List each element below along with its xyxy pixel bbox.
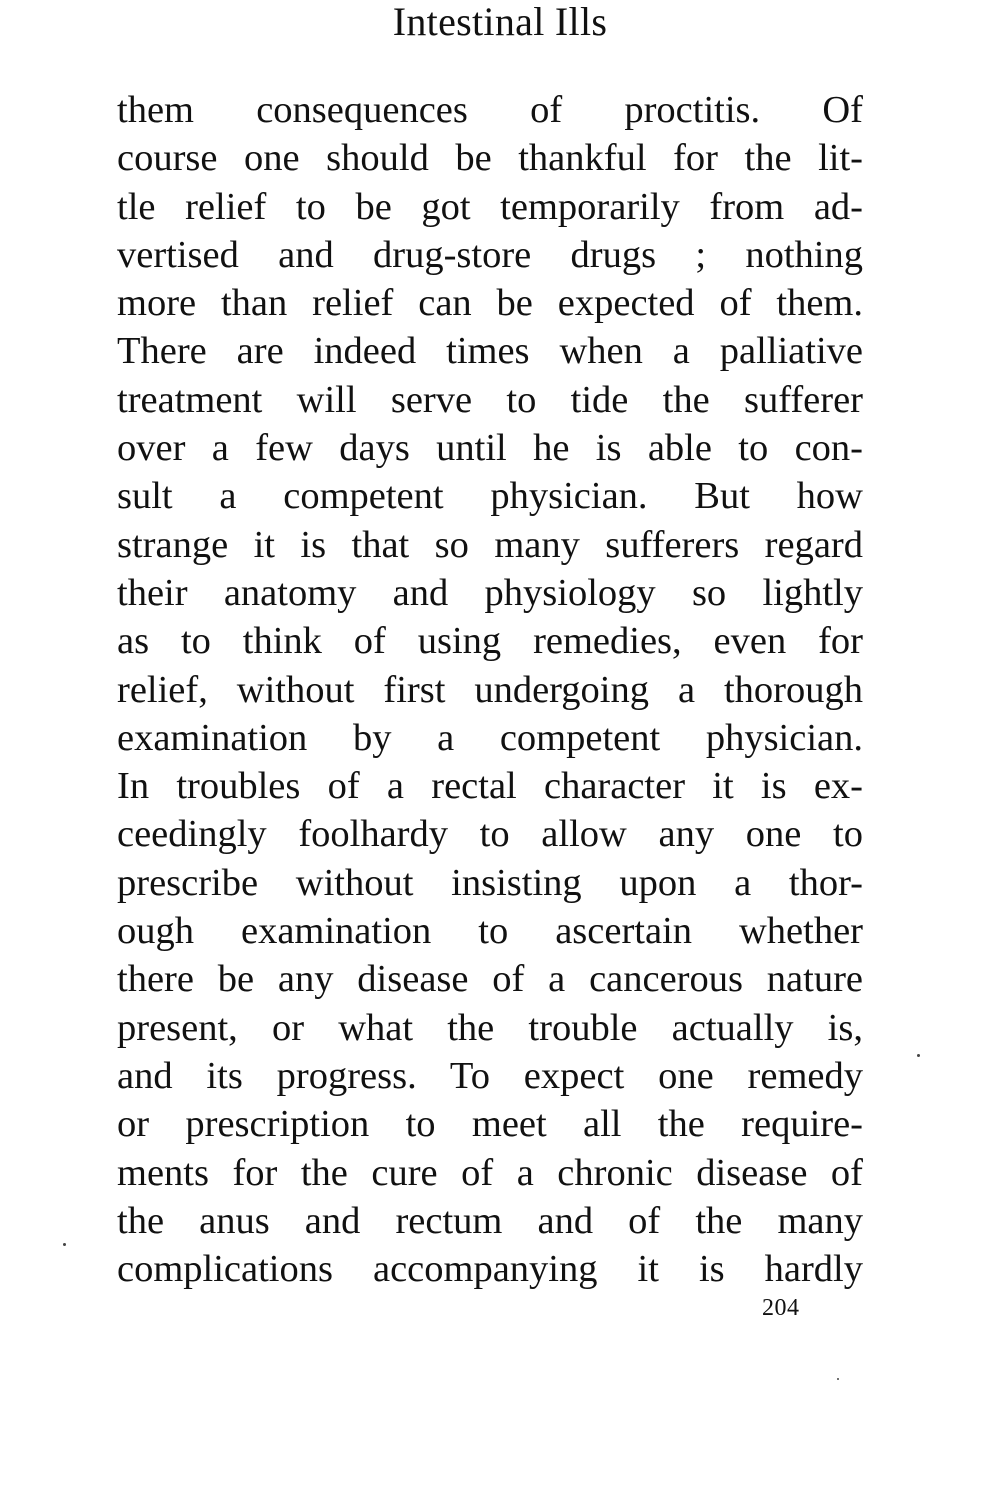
text-line: their anatomy and physiology so lightly — [117, 571, 863, 614]
text-line: as to think of using remedies, even for — [117, 620, 863, 663]
text-line: present, or what the trouble actually is, — [117, 1006, 863, 1049]
text-line: them consequences of proctitis. Of — [117, 89, 863, 131]
text-line: complications accompanying it is hardly — [117, 1248, 863, 1291]
text-line: the anus and rectum and of the many — [117, 1199, 863, 1242]
text-line: course one should be thankful for the lit- — [117, 137, 863, 180]
text-line: and its progress. To expect one remedy — [117, 1054, 863, 1097]
text-line: relief, without first undergoing a thorough — [117, 668, 863, 711]
text-line: There are indeed times when a palliative — [117, 330, 863, 373]
print-speck — [917, 1054, 920, 1057]
text-line: examination by a competent physician. — [117, 716, 863, 759]
body-text — [117, 86, 863, 1293]
text-line: over a few days until he is able to con- — [117, 427, 863, 470]
text-line: tle relief to be got temporarily from ad- — [117, 185, 863, 228]
text-line: treatment will serve to tide the sufferer — [117, 378, 863, 421]
text-line: sult a competent physician. But how — [117, 475, 863, 518]
print-speck — [63, 1243, 66, 1246]
text-line: more than relief can be expected of them. — [117, 282, 863, 325]
text-line: there be any disease of a cancerous nature — [117, 958, 863, 1001]
print-speck — [837, 1378, 839, 1380]
text-line: ough examination to ascertain whether — [117, 910, 863, 953]
running-head: Intestinal Ills — [392, 0, 608, 44]
text-line: vertised and drug-store drugs ; nothing — [117, 233, 863, 276]
text-line: or prescription to meet all the require- — [117, 1103, 863, 1146]
text-line: strange it is that so many sufferers regard — [117, 523, 863, 566]
text-line: prescribe without insisting upon a thor- — [117, 861, 863, 904]
text-line: ceedingly foolhardy to allow any one to — [117, 813, 863, 856]
text-line: ments for the cure of a chronic disease of — [117, 1151, 863, 1194]
page-number: 204 — [762, 1295, 800, 1321]
text-line: In troubles of a rectal character it is ex- — [117, 765, 863, 808]
